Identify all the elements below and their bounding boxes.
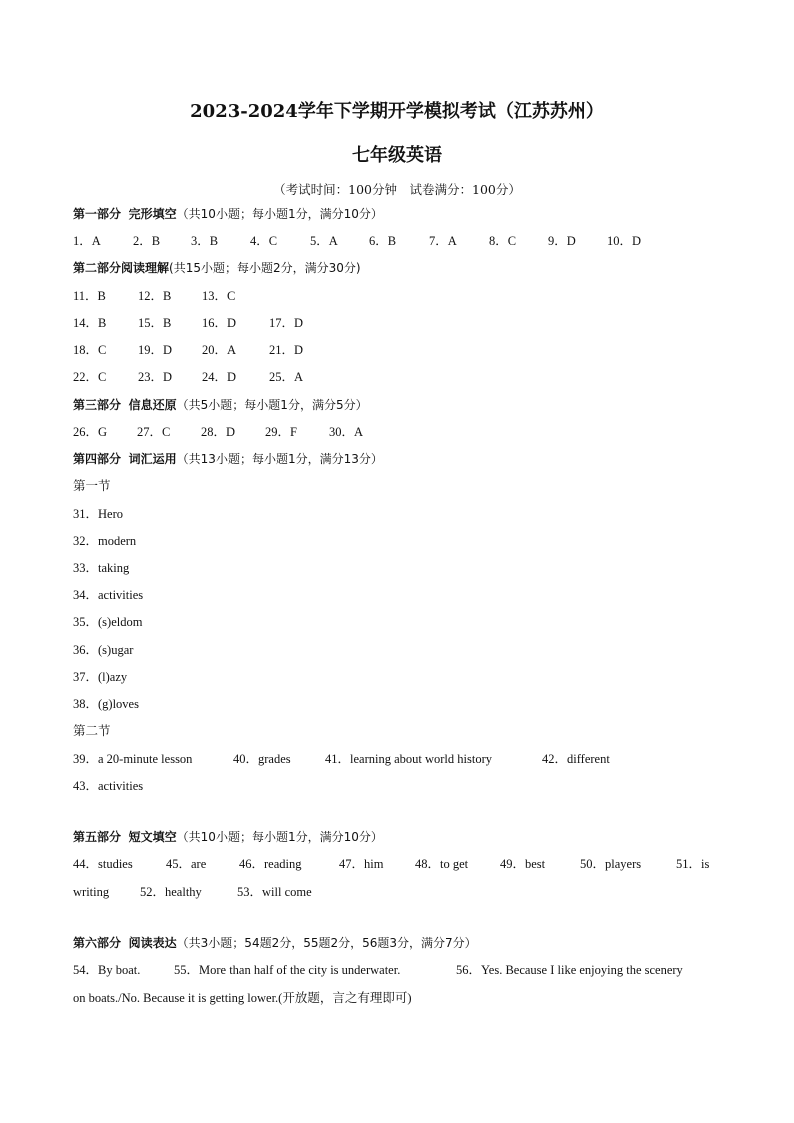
part4-name: 词汇运用 bbox=[128, 452, 177, 466]
part6-note: （共3小题；54题2分，55题2分，56题3分，满分7分） bbox=[176, 936, 477, 950]
answer-item: 41．learning about world history bbox=[325, 752, 492, 766]
part2-row bbox=[73, 315, 303, 331]
answer-item: 48．to get bbox=[415, 857, 469, 871]
answer-item: 3．B bbox=[191, 234, 219, 248]
part5-row bbox=[73, 856, 709, 872]
part6-label: 第六部分 bbox=[73, 936, 122, 950]
part5-row bbox=[73, 884, 312, 900]
answer-item: 46．reading bbox=[239, 857, 302, 871]
part3-label: 第三部分 bbox=[73, 398, 122, 412]
part2-label: 第二部分 bbox=[73, 261, 122, 275]
answer-item: 40．grades bbox=[233, 752, 291, 766]
answer-item: 29．F bbox=[265, 425, 297, 439]
answer-item: 12．B bbox=[138, 289, 172, 303]
answer-item: 33．taking bbox=[73, 561, 130, 575]
part6-heading bbox=[73, 935, 477, 951]
answer-item: 14．B bbox=[73, 316, 107, 330]
part4-section2-row bbox=[73, 751, 610, 767]
answer-item: 50．players bbox=[580, 857, 642, 871]
part2-note: (共15小题；每小题2分，满分30分) bbox=[169, 261, 361, 275]
part1-label: 第一部分 bbox=[73, 207, 122, 221]
answer-item: 32．modern bbox=[73, 534, 137, 548]
answer-item: 11．B bbox=[73, 289, 106, 303]
part2-row bbox=[73, 369, 303, 385]
part2-row bbox=[73, 288, 235, 304]
answer-item: 38．(g)loves bbox=[73, 697, 139, 711]
answer-item: 23．D bbox=[138, 370, 173, 384]
answer-item: 53．will come bbox=[237, 885, 312, 899]
part6-line-continued: on boats./No. Because it is getting lower.(开放题，言之有理即可) bbox=[73, 991, 412, 1005]
answer-item: 30．A bbox=[329, 425, 364, 439]
answer-item: 1．A bbox=[73, 234, 101, 248]
part3-answers bbox=[73, 424, 363, 440]
part1-note: （共10小题；每小题1分，满分10分） bbox=[176, 207, 383, 221]
answer-item: 10．D bbox=[607, 234, 642, 248]
answer-item: 51．is bbox=[676, 857, 710, 871]
part1-answers bbox=[73, 233, 641, 249]
answer-item: 19．D bbox=[138, 343, 173, 357]
part4-section2-label: 第二节 bbox=[73, 723, 111, 738]
answer-item: 55．More than half of the city is underwater. bbox=[174, 963, 401, 977]
answer-item: 5．A bbox=[310, 234, 338, 248]
part2-name: 阅读理解 bbox=[121, 261, 170, 275]
answer-item: 26．G bbox=[73, 425, 108, 439]
answer-item: 37．(l)azy bbox=[73, 670, 128, 684]
part3-note: （共5小题；每小题1分，满分5分） bbox=[176, 398, 368, 412]
part5-name: 短文填空 bbox=[128, 830, 177, 844]
answer-item: 36．(s)ugar bbox=[73, 643, 134, 657]
answer-item: 44．studies bbox=[73, 857, 133, 871]
answer-item: 17．D bbox=[269, 316, 304, 330]
answer-item: 34．activities bbox=[73, 588, 144, 602]
answer-item: 56．Yes. Because I like enjoying the scenery bbox=[456, 963, 683, 977]
part6-name: 阅读表达 bbox=[128, 936, 177, 950]
answer-item: 28．D bbox=[201, 425, 236, 439]
answer-item: 21．D bbox=[269, 343, 304, 357]
exam-info: （考试时间：100分钟 试卷满分：100分） bbox=[273, 182, 521, 197]
part4-label: 第四部分 bbox=[73, 452, 122, 466]
part2-row bbox=[73, 342, 303, 358]
answer-item: 2．B bbox=[133, 234, 161, 248]
part5-label: 第五部分 bbox=[73, 830, 122, 844]
answer-item: 18．C bbox=[73, 343, 107, 357]
part4-heading bbox=[73, 451, 383, 467]
answer-item: 15．B bbox=[138, 316, 172, 330]
page-title: 2023-2024学年下学期开学模拟考试（江苏苏州） bbox=[190, 101, 604, 122]
part5-heading bbox=[73, 829, 383, 845]
answer-item: 54．By boat. bbox=[73, 963, 141, 977]
part5-note: （共10小题；每小题1分，满分10分） bbox=[176, 830, 383, 844]
answer-item: 49．best bbox=[500, 857, 546, 871]
part2-heading bbox=[73, 260, 361, 276]
answer-item: 4．C bbox=[250, 234, 278, 248]
answer-item: 47．him bbox=[339, 857, 384, 871]
page-subtitle: 七年级英语 bbox=[352, 145, 442, 166]
answer-item: 43．activities bbox=[73, 779, 144, 793]
answer-item: 24．D bbox=[202, 370, 237, 384]
part1-heading bbox=[73, 206, 383, 222]
answer-item: 6．B bbox=[369, 234, 397, 248]
part6-line bbox=[73, 962, 683, 978]
part3-name: 信息还原 bbox=[128, 398, 177, 412]
answer-item: 52．healthy bbox=[140, 885, 202, 899]
answer-item: 13．C bbox=[202, 289, 236, 303]
answer-item: 35．(s)eldom bbox=[73, 615, 143, 629]
answer-item: 7．A bbox=[429, 234, 457, 248]
part3-heading bbox=[73, 397, 368, 413]
answer-item: 22．C bbox=[73, 370, 107, 384]
answer-item: 39．a 20-minute lesson bbox=[73, 752, 193, 766]
answer-item: 45．are bbox=[166, 857, 207, 871]
answer-item: 20．A bbox=[202, 343, 237, 357]
answer-item: 16．D bbox=[202, 316, 237, 330]
part1-name: 完形填空 bbox=[128, 207, 177, 221]
answer-item: 27．C bbox=[137, 425, 171, 439]
answer-item: writing bbox=[73, 885, 110, 899]
answer-item: 31．Hero bbox=[73, 507, 123, 521]
answer-item: 25．A bbox=[269, 370, 304, 384]
answer-item: 8．C bbox=[489, 234, 517, 248]
part4-note: （共13小题；每小题1分，满分13分） bbox=[176, 452, 383, 466]
answer-item: 42．different bbox=[542, 752, 610, 766]
part4-section1-label: 第一节 bbox=[73, 478, 111, 493]
answer-item: 9．D bbox=[548, 234, 576, 248]
